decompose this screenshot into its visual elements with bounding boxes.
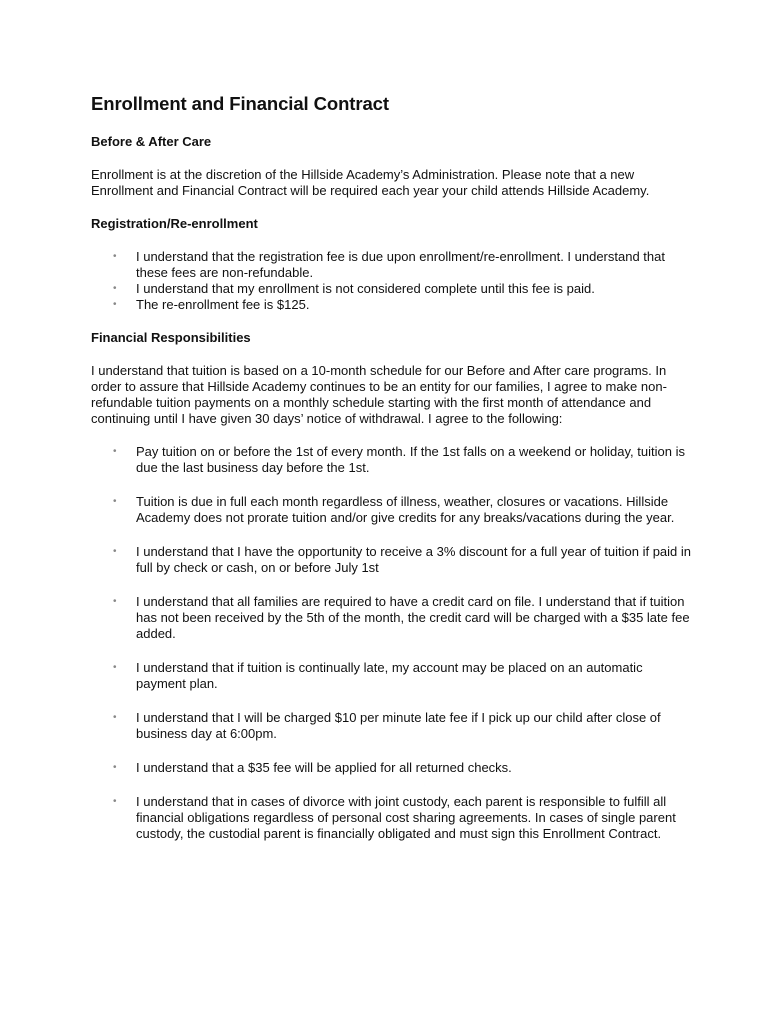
list-item [91,544,691,576]
list-item [91,760,691,776]
bullet-icon: • [113,446,117,457]
list-item-text: I understand that in cases of divorce with joint custody, each parent is responsible to fulfill all financial obligations regardless of personal cost sharing agreements. In cases of single parent custody, the custodial parent is financially obligated and must sign this Enrollment Contract. [136,794,676,841]
bullet-icon: • [113,712,117,723]
list-item-text: I understand that I will be charged $10 per minute late fee if I pick up our child after close of business day at 6:00pm. [136,710,661,741]
bullet-icon: • [113,283,117,294]
list-item [91,660,691,692]
bullet-icon: • [113,796,117,807]
list-item-text: Tuition is due in full each month regardless of illness, weather, closures or vacations. Hillside Academy does not prorate tuition and/or give credits for any breaks/vacations during the year. [136,494,675,525]
list-item-text: I understand that if tuition is continually late, my account may be placed on an automatic payment plan. [136,660,643,691]
list-item [91,710,691,742]
list-item [91,594,691,642]
bullet-icon: • [113,546,117,557]
bullet-icon: • [113,662,117,673]
list-item [91,249,691,281]
bullet-icon: • [113,299,117,310]
list-item [91,494,691,526]
financial-list [91,444,691,842]
intro-paragraph: Enrollment is at the discretion of the Hillside Academy’s Administration. Please note that a new Enrollment and Financial Contract will be required each year your child attends Hillside Academy. [91,167,650,198]
bullet-icon: • [113,251,117,262]
list-item-text: Pay tuition on or before the 1st of every month. If the 1st falls on a weekend or holiday, tuition is due the last business day before the 1st. [136,444,685,475]
financial-paragraph: I understand that tuition is based on a 10-month schedule for our Before and After care programs. In order to assure that Hillside Academy continues to be an entity for our families, I agree to make non-refundable tuition payments on a monthly schedule starting with the first month of attendance and continuing until I have given 30 days’ notice of withdrawal. I agree to the following: [91,363,667,426]
section-heading-before-after-care: Before & After Care [91,134,212,149]
list-item-text: I understand that my enrollment is not considered complete until this fee is paid. [136,281,595,296]
list-item [91,281,691,297]
bullet-icon: • [113,762,117,773]
list-item [91,794,691,842]
list-item-text: I understand that all families are required to have a credit card on file. I understand that if tuition has not been received by the 5th of the month, the credit card will be charged with a $35 late fee added. [136,594,690,641]
list-item-text: The re-enrollment fee is $125. [136,297,310,312]
section-heading-registration: Registration/Re-enrollment [91,216,258,231]
list-item-text: I understand that a $35 fee will be applied for all returned checks. [136,760,512,775]
bullet-icon: • [113,596,117,607]
registration-list [91,249,691,313]
list-item [91,444,691,476]
list-item-text: I understand that I have the opportunity to receive a 3% discount for a full year of tuition if paid in full by check or cash, on or before July 1st [136,544,692,575]
bullet-icon: • [113,496,117,507]
list-item [91,297,691,313]
section-heading-financial-responsibilities: Financial Responsibilities [91,330,251,345]
document-page [91,92,691,842]
document-title: Enrollment and Financial Contract [91,93,389,114]
list-item-text: I understand that the registration fee is due upon enrollment/re-enrollment. I understand that these fees are non-refundable. [136,249,665,280]
